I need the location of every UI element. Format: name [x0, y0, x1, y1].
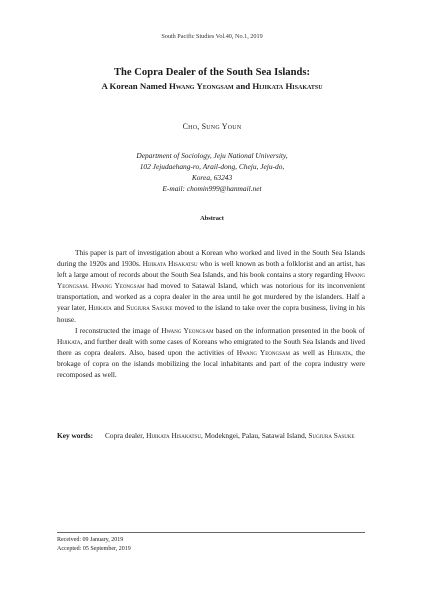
affiliation-line: Department of Sociology, Jeju National University,	[136, 151, 288, 160]
footer-divider	[57, 532, 365, 533]
accepted-date: Accepted: 05 September, 2019	[57, 546, 131, 552]
author-name: Cho, Sung Youn	[182, 122, 242, 131]
text-run: This paper is part of investigation about a Korean who worked and lived in the South Sea Islands during the 1920s and 1930s.	[57, 248, 365, 269]
affiliation-line: 102 Jejudaehang-ro, Arail-dong, Cheju, Jeju-do,	[139, 162, 285, 171]
person-name: Hijikata	[88, 303, 112, 313]
subtitle-name-2: Hijikata Hisakatsu	[252, 81, 323, 91]
received-date: Received: 09 January, 2019	[57, 537, 124, 543]
person-name: Hijikata	[57, 336, 81, 346]
paper-title: The Copra Dealer of the South Sea Islands:	[113, 67, 311, 78]
subtitle-conjunction: and	[233, 81, 253, 91]
person-name: Hijikata Hisakatsu	[142, 259, 198, 269]
author-affiliation	[0, 150, 424, 194]
subtitle-prefix: A Korean Named	[101, 81, 169, 91]
text-run: and	[111, 303, 127, 313]
text-run: .	[87, 281, 92, 291]
text-run: Copra dealer,	[105, 431, 147, 440]
paper-subtitle	[0, 80, 424, 92]
text-run: , the brokage of copra on the islands mobilizing the local inhabitants and part of the copra industry were recomposed as well.	[57, 347, 365, 380]
text-run: , Modekngei, Palau, Satawal Island,	[200, 431, 309, 440]
text-run: had moved to Satawal Island, which was notorious for its inconvenient transportation, and worked as a copra dealer in the area until he got murdered by the islanders. Half a year later,	[57, 281, 365, 313]
abstract-body	[57, 247, 365, 380]
person-name: Sugiura Sasuke	[126, 303, 173, 313]
text-run: who is well known as both a folklorist and an artist, has left a large amout of records about the South Sea Islands, and his book contains a story regarding	[57, 259, 365, 280]
person-name: Hwang Yeongsam	[236, 347, 290, 357]
person-name: Hijikata Hisakatsu	[146, 431, 201, 440]
keywords-list	[105, 430, 365, 441]
author-email: E-mail: chomin999@hanmail.net	[162, 184, 262, 193]
abstract-heading: Abstract	[200, 215, 224, 222]
affiliation-line: Korea, 63243	[191, 173, 233, 182]
text-run: based on the information presented in the book of	[213, 325, 365, 335]
text-run: I reconstructed the image of	[75, 325, 162, 335]
person-name: Hwang Yeongsam	[57, 270, 365, 291]
running-head: South Pacific Studies Vol.40, No.1, 2019	[161, 33, 263, 40]
subtitle-name-1: Hwang Yeongsam	[168, 81, 234, 91]
text-run: moved to the island to take over the copra business, living in his house.	[57, 303, 365, 324]
keywords-label: Key words:	[57, 431, 94, 440]
person-name: Hwang Yeongsam	[91, 281, 145, 291]
abstract-paragraph-2	[57, 325, 365, 380]
person-name: Hijikata	[327, 347, 352, 357]
keywords-block	[57, 430, 365, 441]
person-name: Sugiura Sasuke	[308, 431, 355, 440]
text-run: , and further dealt with some cases of Koreans who emigrated to the South Sea Islands and lived there as copra dealers. Also, based upon the activities of	[57, 336, 365, 357]
text-run: as well as	[289, 347, 328, 357]
abstract-paragraph-1	[57, 247, 365, 325]
person-name: Hwang Yeongsam	[161, 325, 214, 335]
dates-footer	[57, 536, 131, 554]
